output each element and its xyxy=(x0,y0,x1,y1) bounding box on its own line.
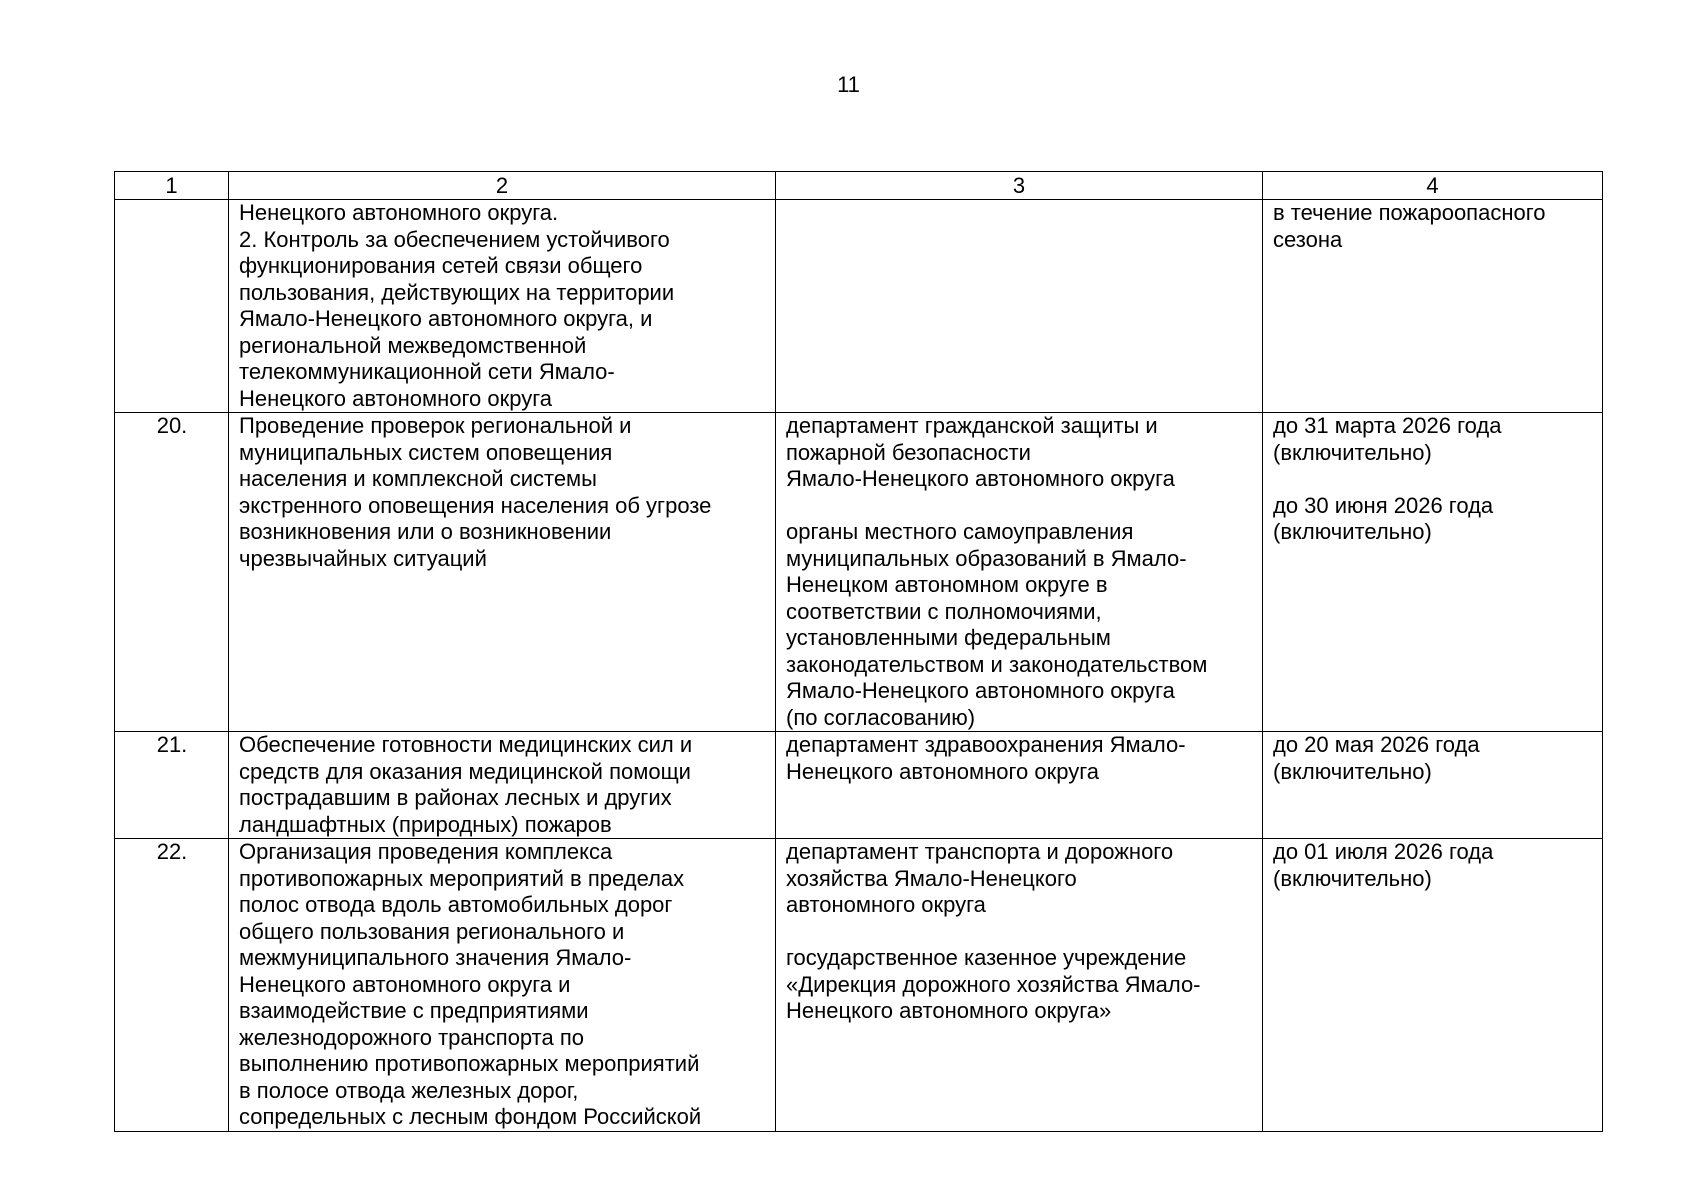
measures-table xyxy=(114,171,1603,1132)
row-number: 22. xyxy=(115,839,229,1132)
action-cell: Ненецкого автономного округа. 2. Контроль за обеспечением устойчивого функционирования сетей связи общего пользования, действующих на территории Ямало-Ненецкого автономного округа, и региональной межведомственной телекоммуникационной сети Ямало- Ненецкого автономного округа xyxy=(229,200,776,413)
table-row xyxy=(115,839,1603,1132)
action-cell: Организация проведения комплекса противопожарных мероприятий в пределах полос отвода вдоль автомобильных дорог общего пользования регионального и межмуниципального значения Ямало- Ненецкого автономного округа и взаимодействие с предприятиями железнодорожного транспорта по выполнению противопожарных мероприятий в полосе отвода железных дорог, сопредельных с лесным фондом Российской xyxy=(229,839,776,1132)
deadline-cell: в течение пожароопасного сезона xyxy=(1263,200,1603,413)
responsible-cell: департамент транспорта и дорожного хозяйства Ямало-Ненецкого автономного округа государственное казенное учреждение «Дирекция дорожного хозяйства Ямало- Ненецкого автономного округа» xyxy=(776,839,1263,1132)
responsible-cell: департамент гражданской защиты и пожарной безопасности Ямало-Ненецкого автономного округа органы местного самоуправления муниципальных образований в Ямало- Ненецком автономном округе в соответствии с полномочиями, установленными федеральным законодательством и законодательством Ямало-Ненецкого автономного округа (по согласованию) xyxy=(776,413,1263,732)
page-number: 11 xyxy=(837,72,860,97)
row-number: 20. xyxy=(115,413,229,732)
action-cell: Проведение проверок региональной и муниципальных систем оповещения населения и комплексной системы экстренного оповещения населения об угрозе возникновения или о возникновении чрезвычайных ситуаций xyxy=(229,413,776,732)
deadline-cell: до 31 марта 2026 года (включительно) до 30 июня 2026 года (включительно) xyxy=(1263,413,1603,732)
deadline-cell: до 01 июля 2026 года (включительно) xyxy=(1263,839,1603,1132)
responsible-cell: департамент здравоохранения Ямало- Ненецкого автономного округа xyxy=(776,732,1263,839)
table-header-row xyxy=(115,172,1603,200)
column-header-1: 1 xyxy=(115,172,229,200)
table-row xyxy=(115,200,1603,413)
table-row xyxy=(115,413,1603,732)
row-number: 21. xyxy=(115,732,229,839)
column-header-3: 3 xyxy=(776,172,1263,200)
row-number xyxy=(115,200,229,413)
table-row xyxy=(115,732,1603,839)
column-header-4: 4 xyxy=(1263,172,1603,200)
column-header-2: 2 xyxy=(229,172,776,200)
action-cell: Обеспечение готовности медицинских сил и средств для оказания медицинской помощи пострадавшим в районах лесных и других ландшафтных (природных) пожаров xyxy=(229,732,776,839)
responsible-cell xyxy=(776,200,1263,413)
deadline-cell: до 20 мая 2026 года (включительно) xyxy=(1263,732,1603,839)
